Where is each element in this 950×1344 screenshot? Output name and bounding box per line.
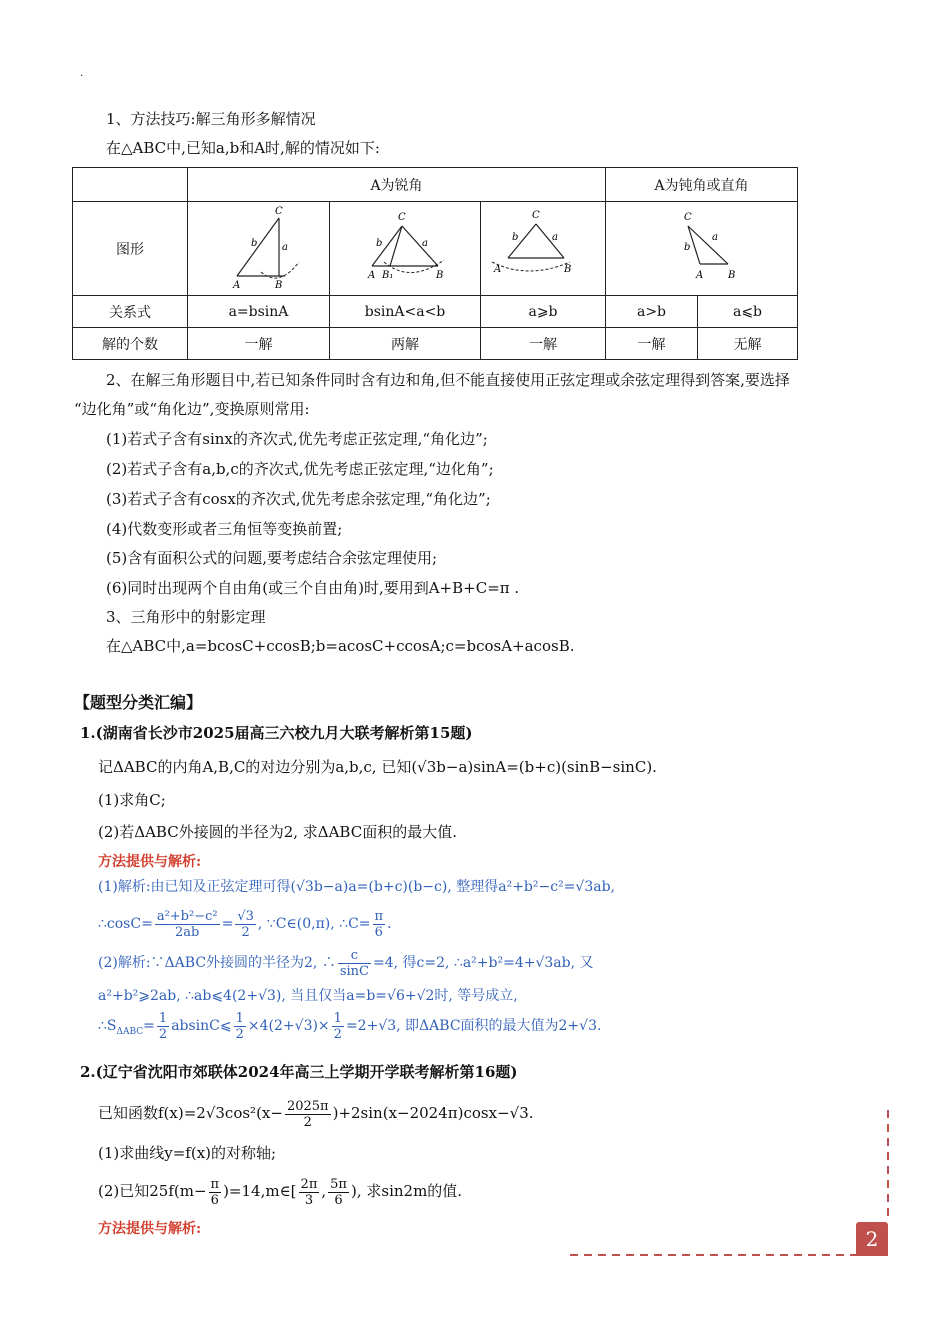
s2-item-6: (6)同时出现两个自由角(或三个自由角)时,要用到A+B+C=π .: [106, 579, 520, 597]
figure-two-solutions: [340, 204, 470, 290]
page-corner-decoration: [560, 1100, 900, 1265]
q1-frac-half-3: $\frac{1}{2}$: [333, 1010, 342, 1042]
relation-1: a=bsinA: [188, 296, 330, 328]
fig4-label-C: C: [683, 211, 692, 223]
q1-sol-line1: (1)解析:由已知及正弦定理可得(√3b−a)a=(b+c)(b−c), 整理得a²+b²−c²=√3ab,: [98, 879, 615, 895]
solution-cases-table: [72, 167, 798, 360]
s2-item-3: (3)若式子含有cosx的齐次式,优先考虑余弦定理,“角化边”;: [106, 490, 491, 508]
s2-item-1: (1)若式子含有sinx的齐次式,优先考虑正弦定理,“角化边”;: [106, 430, 488, 448]
relation-4: a>b: [606, 296, 698, 328]
relation-5: a⩽b: [698, 296, 798, 328]
q2-method-label: 方法提供与解析:: [98, 1221, 202, 1237]
q1-frac-csinC: $\frac{c}{\sin C}$: [339, 947, 369, 979]
q1-frac-half-2: $\frac{1}{2}$: [235, 1010, 244, 1042]
s2-item-4: (4)代数变形或者三角恒等变换前置;: [106, 520, 343, 538]
section-title: 【题型分类汇编】: [74, 693, 203, 712]
q1-frac-pi6: $\frac{\pi}{6}$: [374, 908, 384, 940]
row-label-relation: 关系式: [73, 296, 188, 328]
q1-stem: 记ΔABC的内角A,B,C的对边分别为a,b,c, 已知(√3b−a)sinA=(b+c)(sinB−sinC).: [98, 758, 657, 776]
q1-sol-line2: ∴cosC= $\frac{\text{a²+b²−c²}}{2ab}$ = $\frac{√3}{2}$ , ∵C∈(0,π), ∴C= $\frac{\pi}{6}$ .: [98, 908, 392, 940]
table-corner: [73, 168, 188, 202]
fig1-label-B: B: [274, 279, 282, 290]
count-3: 一解: [481, 328, 606, 360]
figure-obtuse: [612, 204, 792, 290]
fig3-label-A: A: [494, 263, 502, 275]
count-4: 一解: [606, 328, 698, 360]
count-1: 一解: [188, 328, 330, 360]
s1-intro: 在△ABC中,已知a,b和A时,解的情况如下:: [106, 139, 380, 157]
q2-part1: (1)求曲线y=f(x)的对称轴;: [98, 1144, 277, 1162]
fig3-label-B: B: [564, 263, 572, 275]
q1-frac-cos: $\frac{\text{a²+b²−c²}}{2ab}$: [156, 908, 218, 940]
figure-cell-3: [481, 202, 606, 296]
q1-part1: (1)求角C;: [98, 791, 166, 809]
q1-sol-line3: (2)解析:∵ΔABC外接圆的半径为2, ∴ $\frac{c}{\sin C}$ =4, 得c=2, ∴a²+b²=4+√3ab, 又: [98, 947, 594, 979]
fig3-label-C: C: [532, 209, 540, 221]
header-dot: ·: [80, 71, 84, 82]
fig2-label-C: C: [398, 211, 406, 223]
fig2-label-B1: B₁: [382, 269, 394, 281]
q2-frac-pi6: $\frac{\pi}{6}$: [210, 1176, 220, 1208]
s2-item-2: (2)若式子含有a,b,c的齐次式,优先考虑正弦定理,“边化角”;: [106, 460, 494, 478]
q1-method-label: 方法提供与解析:: [98, 854, 202, 870]
relation-3: a⩾b: [481, 296, 606, 328]
figure-cell-4: [606, 202, 798, 296]
fig1-label-A: A: [232, 279, 240, 290]
fig2-label-b: b: [376, 237, 383, 249]
s3-formula: 在△ABC中,a=bcosC+ccosB;b=acosC+ccosA;c=bcosA+acosB.: [106, 637, 575, 655]
s1-title: 1、方法技巧:解三角形多解情况: [106, 110, 316, 128]
header-obtuse: A为钝角或直角: [606, 168, 798, 202]
q1-frac-sqrt3: $\frac{√3}{2}$: [237, 908, 254, 940]
page-number: 2: [856, 1222, 888, 1256]
fig4-label-B: B: [727, 269, 735, 281]
figure-cell-1: [188, 202, 330, 296]
fig1-label-C: C: [274, 205, 283, 217]
fig4-label-A: A: [695, 269, 703, 281]
figure-cell-2: [330, 202, 481, 296]
fig2-label-A: A: [368, 269, 376, 281]
q2-frac-5pi6: $\frac{5\pi}{6}$: [330, 1176, 347, 1208]
s2-line1: 2、在解三角形题目中,若已知条件同时含有边和角,但不能直接使用正弦定理或余弦定理得到答案,要选择: [106, 371, 790, 389]
q2-head: 2.(辽宁省沈阳市郊联体2024年高三上学期开学联考解析第16题): [80, 1063, 518, 1081]
figure-one-solution-acute: [484, 204, 602, 290]
q2-frac-2pi3: $\frac{2\pi}{3}$: [300, 1176, 318, 1208]
s3-title: 3、三角形中的射影定理: [106, 608, 266, 626]
q1-frac-half-1: $\frac{1}{2}$: [158, 1010, 168, 1042]
fig3-label-a: a: [552, 231, 558, 243]
fig4-label-b: b: [683, 241, 690, 253]
q2-part2: (2)已知25f(m− $\frac{\pi}{6}$ )=14,m∈[ $\frac{2\pi}{3}$ , $\frac{5\pi}{6}$ ), 求sin2m的值.: [98, 1176, 463, 1208]
q1-sol-line5: $\therefore S_{\Delta ABC}=$ $\frac{1}{2}$ absinC⩽ $\frac{1}{2}$ ×4(2+√3)× $\frac{1}{2}$ =2+√3, 即ΔABC面积的最大值为2+√3.: [98, 1010, 602, 1042]
figure-right-triangle: [199, 204, 319, 290]
count-5: 无解: [698, 328, 798, 360]
relation-2: bsinA<a<b: [330, 296, 481, 328]
count-2: 两解: [330, 328, 481, 360]
s2-line2: “边化角”或“角化边”,变换原则常用:: [74, 400, 310, 418]
row-label-figure: 图形: [73, 202, 188, 296]
q1-head: 1.(湖南省长沙市2025届高三六校九月大联考解析第15题): [80, 724, 473, 742]
row-label-count: 解的个数: [73, 328, 188, 360]
q1-sol-l2-pre: ∴cosC=: [98, 916, 153, 932]
fig4-label-a: a: [711, 231, 718, 243]
header-acute: A为锐角: [188, 168, 606, 202]
fig2-label-a: a: [422, 237, 428, 249]
fig2-label-B: B: [436, 269, 444, 281]
q1-sol-line4: a²+b²⩾2ab, ∴ab⩽4(2+√3), 当且仅当a=b=√6+√2时, 等号成立,: [98, 988, 518, 1004]
q1-part2: (2)若ΔABC外接圆的半径为2, 求ΔABC面积的最大值.: [98, 823, 457, 841]
fig1-label-a: a: [281, 241, 288, 253]
fig1-label-b: b: [250, 237, 257, 249]
s2-item-5: (5)含有面积公式的问题,要考虑结合余弦定理使用;: [106, 549, 438, 567]
fig3-label-b: b: [512, 231, 519, 243]
q2-frac-2025pi: $\frac{2025\pi}{2}$: [286, 1098, 329, 1130]
q2-stem: 已知函数f(x)=2√3cos²(x− $\frac{2025\pi}{2}$ )+2sin(x−2024π)cosx−√3.: [98, 1098, 534, 1130]
